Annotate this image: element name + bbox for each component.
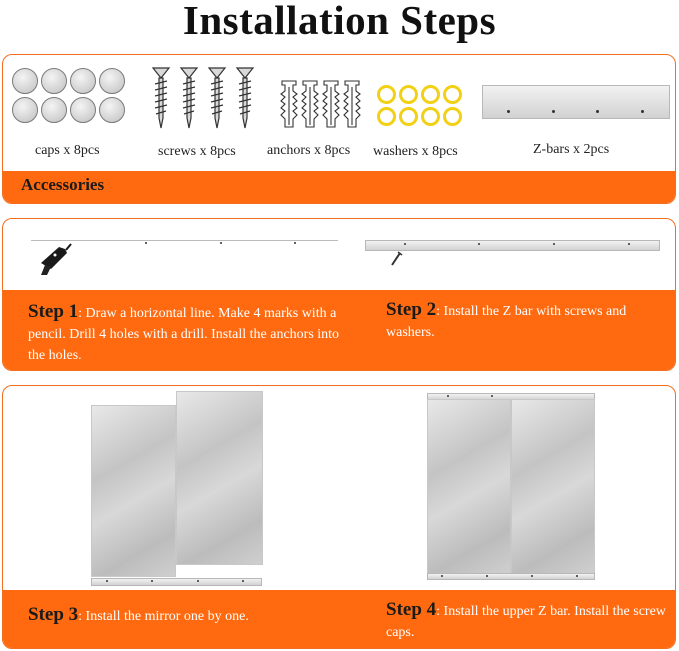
step4-text (386, 599, 666, 643)
step2-text (386, 299, 656, 343)
anchors-illustration (279, 77, 365, 133)
step3-number: Step 3 (28, 604, 79, 625)
step2-number: Step 2 (386, 299, 437, 320)
zbars-label: Z-bars x 2pcs (533, 142, 610, 157)
accessories-heading: Accessories (21, 175, 105, 194)
mirror-right (176, 391, 263, 565)
screws-label: screws x 8pcs (158, 144, 236, 159)
washers-label: washers x 8pcs (373, 144, 458, 159)
step4-description: : Install the upper Z bar. Install the screw caps. (386, 604, 666, 640)
step3-description: : Install the mirror one by one. (78, 609, 249, 624)
steps-1-2-panel (2, 218, 676, 371)
page-title: Installation Steps (182, 0, 497, 43)
mirror-assembled-left (427, 399, 511, 574)
step4-number: Step 4 (386, 599, 437, 620)
mirror-assembled-right (511, 399, 595, 574)
accessories-panel (2, 54, 676, 204)
step2-description: : Install the Z bar with screws and washers. (386, 304, 627, 340)
step3-text (28, 604, 348, 627)
step1-description: : Draw a horizontal line. Make 4 marks with a pencil. Drill 4 holes with a drill. Install the anchors into the holes. (28, 306, 340, 363)
step1-text (28, 301, 348, 366)
mirror-left (91, 405, 176, 577)
drill-icon (37, 241, 73, 277)
step1-number: Step 1 (28, 301, 79, 322)
screws-illustration (149, 64, 261, 132)
steps-3-4-panel (2, 385, 676, 649)
screw-icon (389, 251, 403, 267)
anchors-label: anchors x 8pcs (267, 143, 351, 158)
caps-label: caps x 8pcs (35, 143, 100, 158)
